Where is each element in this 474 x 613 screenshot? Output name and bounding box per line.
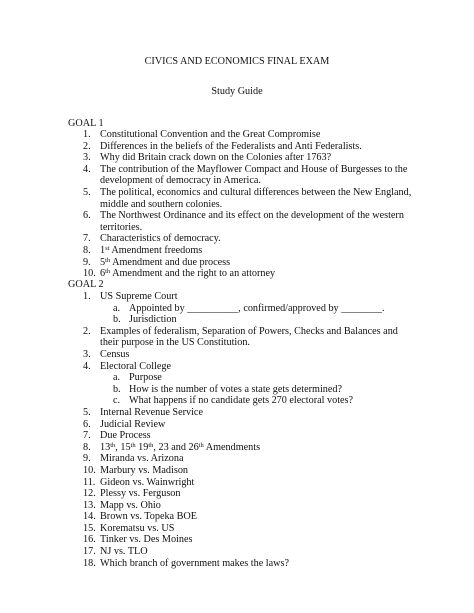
goal-1-label: GOAL 1 <box>68 118 104 129</box>
item-number: 3. <box>83 152 91 164</box>
item-number: 17. <box>83 546 96 558</box>
item-text: Mapp vs. Ohio <box>100 499 161 511</box>
item-text-part: Amendment and the right to an attorney <box>110 268 276 280</box>
list-item <box>83 488 416 500</box>
sub-item-letter: b. <box>113 314 121 326</box>
item-text: The contribution of the Mayflower Compact and House of Burgesses to the development of democracy in America. <box>100 163 408 187</box>
list-item <box>83 534 416 546</box>
study-guide-subtitle: Study Guide <box>211 86 263 97</box>
item-text: The Northwest Ordinance and its effect on the development of the western territories. <box>100 210 404 233</box>
item-text: Which branch of government makes the laws? <box>100 557 289 569</box>
sub-list <box>100 303 416 326</box>
item-text-part: , 15 <box>115 441 131 453</box>
item-number: 10. <box>83 268 96 280</box>
ordinal-suffix: th <box>130 441 136 449</box>
sub-list-item <box>113 384 416 396</box>
list-item <box>83 441 416 454</box>
list-item <box>83 499 416 512</box>
item-number: 8. <box>83 441 91 453</box>
ordinal-suffix: th <box>105 268 111 276</box>
item-text-part: 13 <box>100 441 111 453</box>
list-item <box>83 129 416 141</box>
item-text: Jurisdiction <box>129 314 177 326</box>
item-number: 1. <box>83 291 91 302</box>
item-number: 4. <box>83 163 91 175</box>
item-number: 4. <box>83 360 91 372</box>
list-item <box>83 291 416 326</box>
exam-title: CIVICS AND ECONOMICS FINAL EXAM <box>144 56 330 67</box>
list-item <box>83 152 416 164</box>
goal-2-list <box>83 291 416 569</box>
list-item <box>83 256 416 269</box>
sub-item-letter: a. <box>113 372 121 384</box>
item-text: Brown vs. Topeka BOE <box>100 511 198 523</box>
list-item <box>83 233 416 245</box>
item-text-part: Amendment freedoms <box>109 244 203 256</box>
list-item <box>83 360 416 407</box>
item-text: US Supreme Court <box>100 291 178 302</box>
item-text: What happens if no candidate gets 270 electoral votes? <box>129 395 354 407</box>
item-text: NJ vs. TLO <box>100 546 148 558</box>
item-text: Constitutional Convention and the Great Compromise <box>100 129 321 140</box>
item-text: Judicial Review <box>100 418 166 430</box>
item-number: 9. <box>83 256 91 268</box>
item-number: 16. <box>83 534 96 546</box>
list-item <box>83 268 416 280</box>
item-number: 3. <box>83 348 91 360</box>
item-text: Miranda vs. Arizona <box>100 453 184 465</box>
list-item <box>83 210 416 233</box>
sub-list <box>100 372 416 407</box>
list-item <box>83 476 416 489</box>
item-text: How is the number of votes a state gets determined? <box>129 383 343 395</box>
list-item <box>83 522 416 535</box>
item-text-part: 6 <box>100 268 106 280</box>
item-number: 11. <box>83 476 96 488</box>
list-item <box>83 186 416 210</box>
ordinal-suffix: th <box>198 441 204 449</box>
item-text: The political, economics and cultural differences between the New England, middle and southern colonies. <box>100 186 412 210</box>
sub-item-letter: b. <box>113 383 121 395</box>
item-text <box>100 257 416 269</box>
item-number: 14. <box>83 511 96 523</box>
item-number: 9. <box>83 453 91 465</box>
item-text <box>100 245 416 257</box>
item-text: Tinker vs. Des Moines <box>100 534 193 546</box>
item-text-part: , 23 and 26 <box>153 441 199 453</box>
sub-item-letter: a. <box>113 302 121 314</box>
item-text-part: Amendment and due process <box>110 256 231 268</box>
item-text: Characteristics of democracy. <box>100 233 221 245</box>
item-number: 7. <box>83 430 91 442</box>
goal-2-label: GOAL 2 <box>68 279 104 290</box>
item-text: Gideon vs. Wainwright <box>100 476 195 488</box>
list-item <box>83 546 416 558</box>
list-item <box>83 140 416 153</box>
item-text: Purpose <box>129 372 162 384</box>
item-text: Examples of federalism, Separation of Powers, Checks and Balances and their purpose in the US Constitution. <box>100 325 398 349</box>
item-number: 2. <box>83 140 91 152</box>
item-text: Korematsu vs. US <box>100 522 175 534</box>
item-number: 5. <box>83 406 91 418</box>
ordinal-suffix: st <box>105 244 110 252</box>
item-text: Census <box>100 348 130 360</box>
list-item <box>83 511 416 523</box>
ordinal-suffix: th <box>148 441 154 449</box>
list-item <box>83 163 416 187</box>
list-item <box>83 418 416 431</box>
item-text <box>100 268 416 280</box>
item-number: 6. <box>83 210 91 222</box>
sub-list-item <box>113 395 416 407</box>
item-number: 13. <box>83 499 96 511</box>
item-text-part: 19 <box>135 441 149 453</box>
item-text: Why did Britain crack down on the Colonies after 1763? <box>100 152 332 164</box>
list-item <box>83 325 416 349</box>
item-text: Marbury vs. Madison <box>100 464 189 476</box>
list-item <box>83 557 416 570</box>
list-item <box>83 244 416 257</box>
list-item <box>83 348 416 361</box>
item-text-part: 5 <box>100 256 106 268</box>
item-text <box>100 442 416 454</box>
item-text: Internal Revenue Service <box>100 406 203 418</box>
sub-list-item <box>113 303 416 315</box>
item-text-part: Amendments <box>203 441 261 453</box>
item-number: 7. <box>83 233 91 245</box>
item-text: Differences in the beliefs of the Federalists and Anti Federalists. <box>100 140 362 152</box>
item-number: 10. <box>83 464 96 476</box>
list-item <box>83 430 416 442</box>
item-text-part: 1 <box>100 244 106 256</box>
item-number: 12. <box>83 488 96 500</box>
item-text: Appointed by __________, confirmed/approved by ________. <box>129 302 385 314</box>
ordinal-suffix: th <box>110 441 116 449</box>
sub-item-letter: c. <box>113 395 121 407</box>
sub-list-item <box>113 372 416 384</box>
item-text: Due Process <box>100 430 151 442</box>
item-number: 15. <box>83 522 96 534</box>
ordinal-suffix: th <box>105 256 111 264</box>
item-number: 18. <box>83 557 96 569</box>
item-number: 2. <box>83 325 91 337</box>
item-number: 6. <box>83 418 91 430</box>
goal-1-list <box>83 129 416 280</box>
item-number: 8. <box>83 244 91 256</box>
sub-list-item <box>113 314 416 326</box>
list-item <box>83 464 416 477</box>
list-item <box>83 453 416 465</box>
list-item <box>83 406 416 419</box>
item-number: 1. <box>83 129 91 140</box>
item-text: Plessy vs. Ferguson <box>100 488 181 500</box>
item-number: 5. <box>83 186 91 198</box>
item-text: Electoral College <box>100 360 171 372</box>
